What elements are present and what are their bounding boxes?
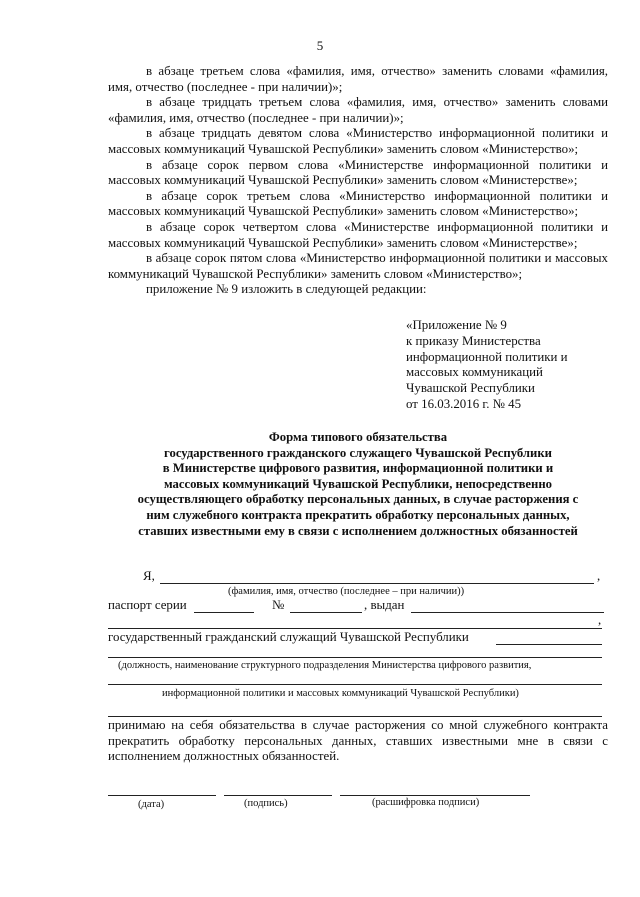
civil-servant-line[interactable] <box>496 644 602 645</box>
fio-line[interactable] <box>160 583 594 584</box>
issued-by-continuation-line[interactable] <box>108 628 602 629</box>
form-title-line: государственного гражданского служащего Чувашской Республики <box>164 445 552 460</box>
page-number: 5 <box>316 38 324 53</box>
declaration-text: принимаю на себя обязательства в случае расторжения со мной служебного контракта прекратить обработку персональных данных, ставших известными мне в связи с исполнением должностных обязанностей. <box>108 718 608 764</box>
appendix-line: к приказу Министерства <box>406 333 541 348</box>
amendment-paragraph: в абзаце сорок пятом слова «Министерство информационной политики и массовых коммуникаций Чувашской Республики» заменить словом «Министерство»; <box>108 251 608 281</box>
issued-by-line[interactable] <box>411 612 604 613</box>
position-line-2[interactable] <box>108 684 602 685</box>
position-line[interactable] <box>108 657 602 658</box>
civil-servant-label: государственный гражданский служащий Чувашской Республики <box>108 630 469 644</box>
form-title-line: в Министерстве цифрового развития, информационной политики и <box>162 461 554 476</box>
issued-comma: , <box>598 613 602 627</box>
passport-label: паспорт серии <box>108 598 187 612</box>
i-label: Я, <box>143 569 155 583</box>
form-title-line: ставших известными ему в связи с исполнением должностных обязанностей <box>138 523 578 538</box>
appendix-line: «Приложение № 9 <box>406 318 507 332</box>
position-caption-2: информационной политики и массовых коммуникаций Чувашской Республики) <box>162 688 519 699</box>
amendment-paragraph: в абзаце тридцать девятом слова «Министерство информационной политики и массовых коммуникаций Чувашской Республики» заменить словом «Министерство»; <box>108 126 608 156</box>
fio-caption: (фамилия, имя, отчество (последнее – при наличии)) <box>228 586 465 597</box>
date-line[interactable] <box>108 795 216 796</box>
appendix-line: массовых коммуникаций <box>406 365 543 380</box>
passport-series-line[interactable] <box>194 612 254 613</box>
amendment-paragraph: в абзаце тридцать третьем слова «фамилия, имя, отчество» заменить словами «фамилия, имя, отчество (последнее - при наличии)»; <box>108 95 608 125</box>
appendix-line: Чувашской Республики <box>406 381 535 396</box>
issued-label: , выдан <box>364 598 405 612</box>
signature-caption: (подпись) <box>244 798 288 809</box>
fio-comma: , <box>597 569 601 583</box>
amendment-paragraph: в абзаце третьем слова «фамилия, имя, отчество» заменить словами «фамилия, имя, отчество (последнее - при наличии)»; <box>108 64 608 94</box>
position-caption: (должность, наименование структурного подразделения Министерства цифрового развития, <box>118 660 532 671</box>
position-line-3[interactable] <box>108 716 602 717</box>
number-label: № <box>272 598 285 612</box>
amendment-paragraph: в абзаце сорок первом слова «Министерстве информационной политики и массовых коммуникаций Чувашской Республики» заменить словом «Министерстве»; <box>108 157 608 188</box>
amendment-paragraph: приложение № 9 изложить в следующей редакции: <box>146 282 427 297</box>
form-title-line: ним служебного контракта прекратить обработку персональных данных, <box>146 507 570 522</box>
decoding-line[interactable] <box>340 795 530 796</box>
date-caption: (дата) <box>138 799 165 810</box>
amendment-paragraph: в абзаце сорок четвертом слова «Министерстве информационной политики и массовых коммуникаций Чувашской Республики» заменить словом «Министерстве»; <box>108 219 608 250</box>
form-title-line: массовых коммуникаций Чувашской Республики, непосредственно <box>163 476 553 491</box>
signature-line[interactable] <box>224 795 332 796</box>
appendix-line: от 16.03.2016 г. № 45 <box>406 396 522 411</box>
form-title-line: осуществляющего обработку персональных данных, в случае расторжения с <box>137 492 579 507</box>
passport-number-line[interactable] <box>290 612 362 613</box>
amendment-paragraph: в абзаце сорок третьем слова «Министерство информационной политики и массовых коммуникаций Чувашской Республики» заменить словом «Министерство»; <box>108 188 608 219</box>
decoding-caption: (расшифровка подписи) <box>372 797 480 808</box>
form-title-line: Форма типового обязательства <box>268 430 448 444</box>
appendix-line: информационной политики и <box>406 349 568 364</box>
